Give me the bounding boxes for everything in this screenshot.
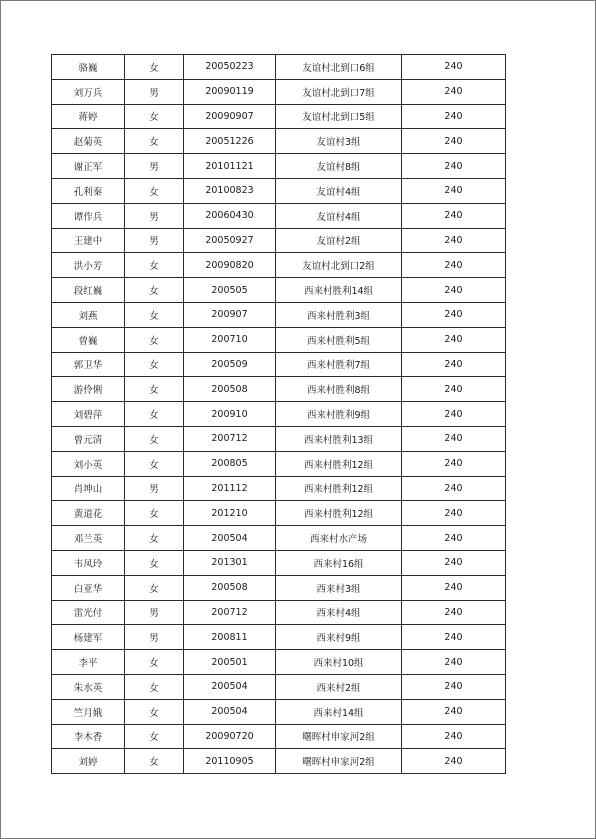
- address-cell: 西来村胜利12组: [276, 501, 402, 526]
- date-cell: 20110905: [184, 749, 276, 774]
- table-row: [52, 724, 506, 749]
- amount-cell: 240: [402, 625, 506, 650]
- address-cell: 曙晖村申家河2组: [276, 724, 402, 749]
- address-cell: 曙晖村申家河2组: [276, 749, 402, 774]
- amount-cell: 240: [402, 749, 506, 774]
- date-cell: 20100823: [184, 178, 276, 203]
- gender-cell: 女: [125, 178, 184, 203]
- date-cell: 200712: [184, 600, 276, 625]
- gender-cell: 女: [125, 104, 184, 129]
- amount-cell: 240: [402, 55, 506, 80]
- amount-cell: 240: [402, 526, 506, 551]
- address-cell: 西来村胜利13组: [276, 426, 402, 451]
- amount-cell: 240: [402, 699, 506, 724]
- address-cell: 西来村胜利3组: [276, 302, 402, 327]
- amount-cell: 240: [402, 278, 506, 303]
- gender-cell: 女: [125, 426, 184, 451]
- table-row: [52, 699, 506, 724]
- date-cell: 200805: [184, 451, 276, 476]
- address-cell: 西来村4组: [276, 600, 402, 625]
- name-cell: 王建中: [52, 228, 125, 253]
- roster-table: [51, 54, 506, 774]
- table-row: [52, 302, 506, 327]
- address-cell: 西来村胜利8组: [276, 377, 402, 402]
- gender-cell: 女: [125, 352, 184, 377]
- name-cell: 刘婷: [52, 749, 125, 774]
- table-row: [52, 451, 506, 476]
- date-cell: 200907: [184, 302, 276, 327]
- date-cell: 20090119: [184, 79, 276, 104]
- table-row: [52, 600, 506, 625]
- gender-cell: 女: [125, 550, 184, 575]
- address-cell: 友谊村北到口2组: [276, 253, 402, 278]
- date-cell: 20090907: [184, 104, 276, 129]
- amount-cell: 240: [402, 674, 506, 699]
- date-cell: 20050927: [184, 228, 276, 253]
- address-cell: 西来村胜利9组: [276, 402, 402, 427]
- amount-cell: 240: [402, 600, 506, 625]
- address-cell: 西来村胜利14组: [276, 278, 402, 303]
- name-cell: 竺月娥: [52, 699, 125, 724]
- date-cell: 200508: [184, 575, 276, 600]
- name-cell: 游伶俐: [52, 377, 125, 402]
- address-cell: 西来村胜利12组: [276, 476, 402, 501]
- address-cell: 友谊村北到口6组: [276, 55, 402, 80]
- date-cell: 200504: [184, 674, 276, 699]
- gender-cell: 女: [125, 526, 184, 551]
- amount-cell: 240: [402, 129, 506, 154]
- amount-cell: 240: [402, 79, 506, 104]
- table-row: [52, 402, 506, 427]
- name-cell: 白亚华: [52, 575, 125, 600]
- gender-cell: 女: [125, 377, 184, 402]
- table-row: [52, 625, 506, 650]
- name-cell: 孔利秦: [52, 178, 125, 203]
- amount-cell: 240: [402, 104, 506, 129]
- date-cell: 200505: [184, 278, 276, 303]
- date-cell: 200712: [184, 426, 276, 451]
- address-cell: 西来村2组: [276, 674, 402, 699]
- table-row: [52, 377, 506, 402]
- address-cell: 西来村14组: [276, 699, 402, 724]
- name-cell: 段红巍: [52, 278, 125, 303]
- table-row: [52, 79, 506, 104]
- date-cell: 201112: [184, 476, 276, 501]
- gender-cell: 女: [125, 699, 184, 724]
- gender-cell: 女: [125, 302, 184, 327]
- amount-cell: 240: [402, 402, 506, 427]
- table-row: [52, 129, 506, 154]
- gender-cell: 男: [125, 228, 184, 253]
- name-cell: 朱水英: [52, 674, 125, 699]
- table-row: [52, 749, 506, 774]
- table-row: [52, 476, 506, 501]
- gender-cell: 女: [125, 501, 184, 526]
- gender-cell: 男: [125, 79, 184, 104]
- name-cell: 刘小英: [52, 451, 125, 476]
- address-cell: 友谊村8组: [276, 154, 402, 179]
- name-cell: 杨建军: [52, 625, 125, 650]
- gender-cell: 女: [125, 402, 184, 427]
- name-cell: 谭作兵: [52, 203, 125, 228]
- amount-cell: 240: [402, 203, 506, 228]
- table-row: [52, 550, 506, 575]
- date-cell: 200501: [184, 650, 276, 675]
- name-cell: 赵菊英: [52, 129, 125, 154]
- gender-cell: 男: [125, 625, 184, 650]
- gender-cell: 男: [125, 476, 184, 501]
- date-cell: 201210: [184, 501, 276, 526]
- date-cell: 200509: [184, 352, 276, 377]
- amount-cell: 240: [402, 377, 506, 402]
- table-row: [52, 650, 506, 675]
- gender-cell: 女: [125, 650, 184, 675]
- name-cell: 曾巍: [52, 327, 125, 352]
- table-row: [52, 228, 506, 253]
- amount-cell: 240: [402, 550, 506, 575]
- gender-cell: 女: [125, 451, 184, 476]
- gender-cell: 女: [125, 129, 184, 154]
- gender-cell: 女: [125, 253, 184, 278]
- name-cell: 黄道花: [52, 501, 125, 526]
- address-cell: 西来村9组: [276, 625, 402, 650]
- table-row: [52, 154, 506, 179]
- date-cell: 20051226: [184, 129, 276, 154]
- address-cell: 西来村胜利12组: [276, 451, 402, 476]
- date-cell: 20050223: [184, 55, 276, 80]
- table-row: [52, 203, 506, 228]
- amount-cell: 240: [402, 302, 506, 327]
- amount-cell: 240: [402, 228, 506, 253]
- address-cell: 友谊村4组: [276, 203, 402, 228]
- date-cell: 200504: [184, 699, 276, 724]
- amount-cell: 240: [402, 575, 506, 600]
- roster-table-container: [51, 54, 506, 774]
- name-cell: 刘万兵: [52, 79, 125, 104]
- date-cell: 200508: [184, 377, 276, 402]
- date-cell: 20090720: [184, 724, 276, 749]
- gender-cell: 女: [125, 278, 184, 303]
- address-cell: 友谊村2组: [276, 228, 402, 253]
- table-row: [52, 426, 506, 451]
- amount-cell: 240: [402, 154, 506, 179]
- amount-cell: 240: [402, 501, 506, 526]
- address-cell: 西来村胜利7组: [276, 352, 402, 377]
- amount-cell: 240: [402, 724, 506, 749]
- amount-cell: 240: [402, 451, 506, 476]
- date-cell: 20090820: [184, 253, 276, 278]
- amount-cell: 240: [402, 650, 506, 675]
- address-cell: 西来村3组: [276, 575, 402, 600]
- date-cell: 200504: [184, 526, 276, 551]
- name-cell: 刘碧萍: [52, 402, 125, 427]
- name-cell: 谢正军: [52, 154, 125, 179]
- name-cell: 韦凤玲: [52, 550, 125, 575]
- table-row: [52, 253, 506, 278]
- name-cell: 洪小芳: [52, 253, 125, 278]
- name-cell: 李木香: [52, 724, 125, 749]
- address-cell: 友谊村3组: [276, 129, 402, 154]
- address-cell: 友谊村北到口5组: [276, 104, 402, 129]
- amount-cell: 240: [402, 476, 506, 501]
- name-cell: 骆巍: [52, 55, 125, 80]
- gender-cell: 女: [125, 674, 184, 699]
- gender-cell: 女: [125, 327, 184, 352]
- date-cell: 200811: [184, 625, 276, 650]
- name-cell: 蒋婷: [52, 104, 125, 129]
- name-cell: 刘燕: [52, 302, 125, 327]
- address-cell: 西来村胜利5组: [276, 327, 402, 352]
- date-cell: 20101121: [184, 154, 276, 179]
- gender-cell: 男: [125, 600, 184, 625]
- table-row: [52, 352, 506, 377]
- table-row: [52, 104, 506, 129]
- date-cell: 200710: [184, 327, 276, 352]
- date-cell: 20060430: [184, 203, 276, 228]
- name-cell: 李平: [52, 650, 125, 675]
- date-cell: 201301: [184, 550, 276, 575]
- address-cell: 友谊村4组: [276, 178, 402, 203]
- name-cell: 肖坤山: [52, 476, 125, 501]
- amount-cell: 240: [402, 253, 506, 278]
- table-row: [52, 575, 506, 600]
- address-cell: 西来村10组: [276, 650, 402, 675]
- amount-cell: 240: [402, 178, 506, 203]
- table-row: [52, 674, 506, 699]
- table-row: [52, 526, 506, 551]
- gender-cell: 女: [125, 55, 184, 80]
- table-row: [52, 501, 506, 526]
- roster-table-body: [52, 55, 506, 774]
- amount-cell: 240: [402, 352, 506, 377]
- table-row: [52, 178, 506, 203]
- name-cell: 郭卫华: [52, 352, 125, 377]
- name-cell: 雷光付: [52, 600, 125, 625]
- date-cell: 200910: [184, 402, 276, 427]
- amount-cell: 240: [402, 426, 506, 451]
- gender-cell: 男: [125, 154, 184, 179]
- gender-cell: 女: [125, 575, 184, 600]
- table-row: [52, 55, 506, 80]
- name-cell: 邓兰英: [52, 526, 125, 551]
- address-cell: 友谊村北到口7组: [276, 79, 402, 104]
- gender-cell: 女: [125, 724, 184, 749]
- address-cell: 西来村16组: [276, 550, 402, 575]
- name-cell: 曾元清: [52, 426, 125, 451]
- table-row: [52, 327, 506, 352]
- gender-cell: 男: [125, 203, 184, 228]
- address-cell: 西来村水产场: [276, 526, 402, 551]
- table-row: [52, 278, 506, 303]
- gender-cell: 女: [125, 749, 184, 774]
- amount-cell: 240: [402, 327, 506, 352]
